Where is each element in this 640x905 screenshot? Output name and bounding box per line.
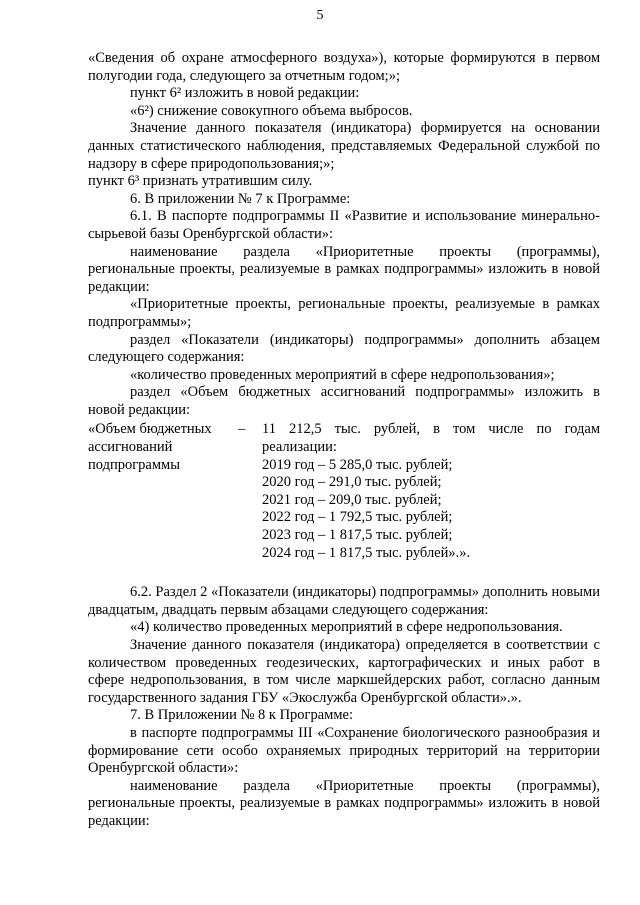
paragraph: «4) количество проведенных мероприятий в сфере недропользования. xyxy=(130,619,563,636)
paragraph: пункт 6³ признать утратившим силу. xyxy=(88,173,313,190)
paragraph: Значение данного показателя (индикатора) формируется на основании данных статистического наблюдения, представляемых Федеральной службой по надзору в сфере природопользования;»; xyxy=(88,120,600,172)
budget-line: 2022 год – 1 792,5 тыс. рублей; xyxy=(262,509,453,526)
budget-line: 2021 год – 209,0 тыс. рублей; xyxy=(262,491,442,508)
paragraph: раздел «Показатели (индикаторы) подпрограммы» дополнить абзацем следующего содержания: xyxy=(88,331,600,366)
paragraph: наименование раздела «Приоритетные проекты (программы), региональные проекты, реализуемые в рамках подпрограммы» изложить в новой редакции: xyxy=(88,243,600,295)
paragraph: пункт 6² изложить в новой редакции: xyxy=(130,85,360,102)
paragraph: 6. В приложении № 7 к Программе: xyxy=(130,190,351,207)
paragraph: 6.2. Раздел 2 «Показатели (индикаторы) подпрограммы» дополнить новыми двадцатым, двадцать первым абзацами следующего содержания: xyxy=(88,584,600,618)
budget-line: 2023 год – 1 817,5 тыс. рублей; xyxy=(262,527,453,544)
paragraph: «6²) снижение совокупного объема выбросов. xyxy=(130,102,413,119)
paragraph: в паспорте подпрограммы III «Сохранение биологического разнообразия и формирование сети особо охраняемых природных территорий на территории Оренбургской области»: xyxy=(88,724,600,777)
budget-label: «Объем бюджетных ассигнований подпрограммы xyxy=(88,421,212,473)
paragraph: раздел «Объем бюджетных ассигнований подпрограммы» изложить в новой редакции: xyxy=(88,384,600,418)
spacer xyxy=(88,562,600,584)
paragraph: Значение данного показателя (индикатора) определяется в соответствии с количеством проведенных геодезических, картографических и иных работ в сфере недропользования, в том числе маркшейдерских работ, согласно данным государственного задания ГБУ «Экослужба Оренбургской области».». xyxy=(88,637,600,706)
budget-dash: – xyxy=(238,421,246,438)
page-number: 5 xyxy=(316,8,324,23)
budget-table xyxy=(88,421,600,562)
paragraph: 6.1. В паспорте подпрограммы II «Развитие и использование минерально-сырьевой базы Оренбургской области»: xyxy=(88,208,600,242)
budget-line: 11 212,5 тыс. рублей, в том числе по годам реализации: xyxy=(262,421,600,456)
paragraph: «Сведения об охране атмосферного воздуха»), которые формируются в первом полугодии года, следующего за отчетным годом;»; xyxy=(88,50,600,84)
document-body xyxy=(88,50,600,831)
paragraph: 7. В Приложении № 8 к Программе: xyxy=(130,707,353,724)
budget-line: 2019 год – 5 285,0 тыс. рублей; xyxy=(262,456,453,473)
paragraph: наименование раздела «Приоритетные проекты (программы), региональные проекты, реализуемые в рамках подпрограммы» изложить в новой редакции: xyxy=(88,777,600,829)
paragraph: «количество проведенных мероприятий в сфере недропользования»; xyxy=(130,366,555,383)
budget-line: 2024 год – 1 817,5 тыс. рублей».». xyxy=(262,544,471,561)
budget-line: 2020 год – 291,0 тыс. рублей; xyxy=(262,474,442,491)
paragraph: «Приоритетные проекты, региональные проекты, реализуемые в рамках подпрограммы»; xyxy=(88,296,600,330)
budget-values xyxy=(262,421,600,562)
